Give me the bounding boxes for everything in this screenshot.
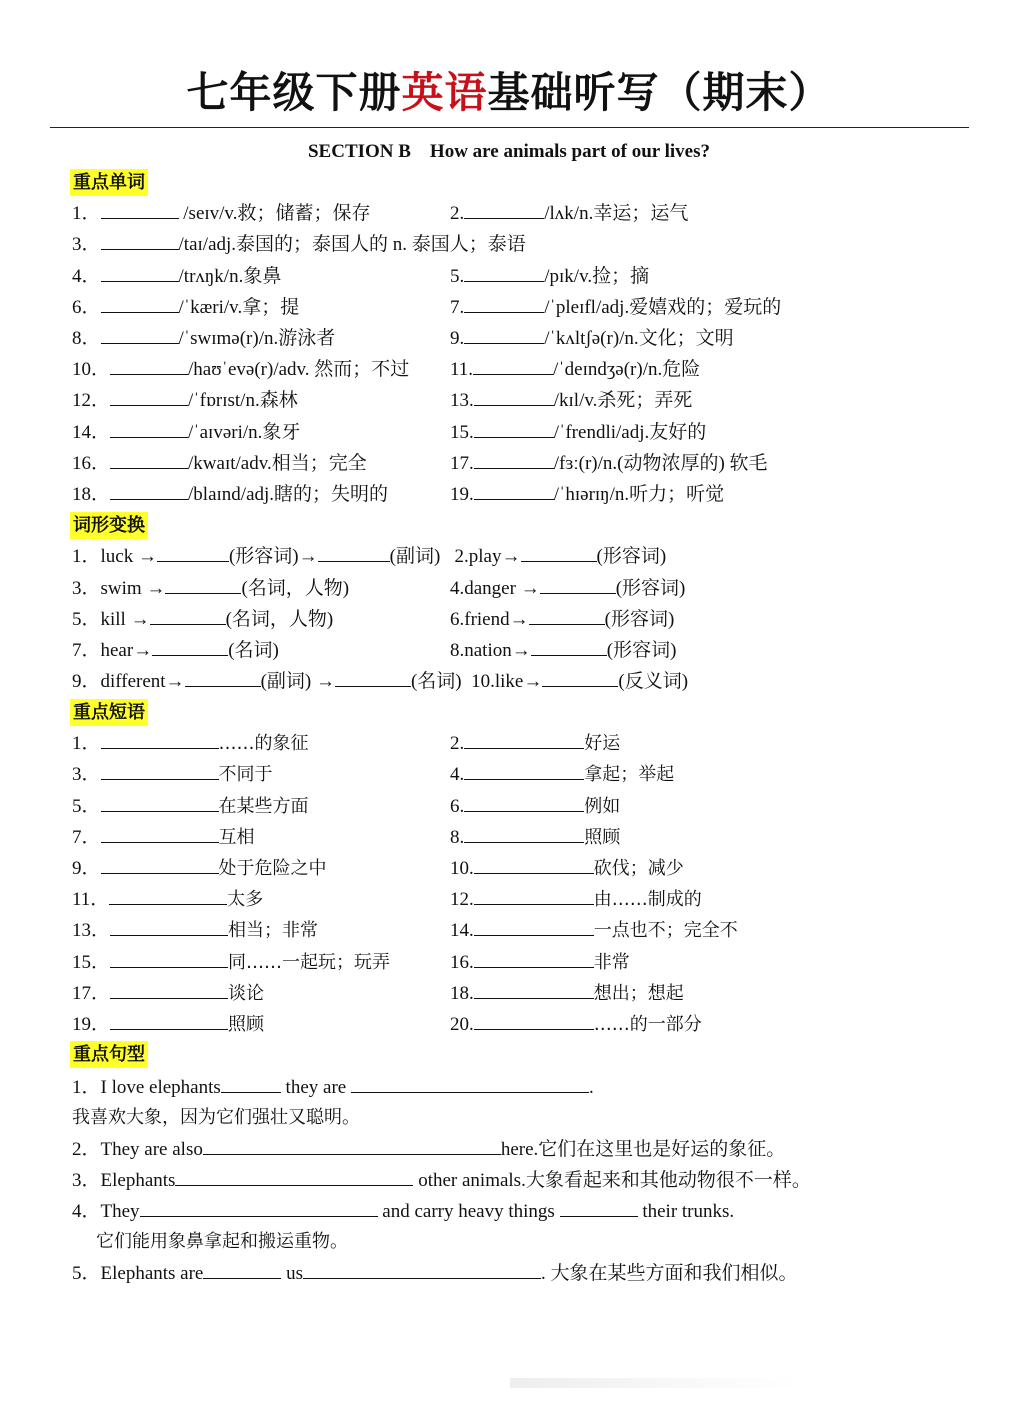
blank[interactable]	[110, 386, 188, 406]
vocab-item: 11. /ˈdeɪndʒə(r)/n.危险	[450, 355, 700, 383]
vocab-item: 1． /seɪv/v.救；储蓄；保存	[72, 199, 370, 227]
vocab-item: 19. /ˈhɪərɪŋ/n.听力；听觉	[450, 480, 724, 508]
section-subtitle: SECTION B How are animals part of our lives?	[307, 141, 710, 162]
blank[interactable]	[531, 636, 607, 656]
phrase-item: 3． 不同于	[72, 760, 273, 788]
vocab-heading: 重点单词	[70, 169, 148, 196]
blank[interactable]	[318, 542, 390, 562]
phrase-item: 4. 拿起；举起	[450, 760, 674, 788]
blank[interactable]	[110, 948, 228, 968]
blank[interactable]	[560, 1197, 638, 1217]
vocab-item: 8． /ˈswɪmə(r)/n.游泳者	[72, 324, 335, 352]
vocab-item: 6． /ˈkæri/v.拿；提	[72, 293, 299, 321]
vocab-item: 13. /kɪl/v.杀死；弄死	[450, 386, 692, 414]
blank[interactable]	[473, 355, 553, 375]
phrase-item: 12. 由……制成的	[450, 885, 702, 913]
blank[interactable]	[464, 729, 584, 749]
phrases-heading: 重点短语	[70, 699, 148, 726]
blank[interactable]	[351, 1073, 589, 1093]
blank[interactable]	[474, 885, 594, 905]
blank[interactable]	[101, 199, 179, 219]
blank[interactable]	[157, 542, 229, 562]
sentence-translation: 我喜欢大象，因为它们强壮又聪明。	[72, 1107, 360, 1128]
phrase-item: 17． 谈论	[72, 979, 264, 1007]
vocab-item: 7. /ˈpleɪfl/adj.爱嬉戏的；爱玩的	[450, 293, 781, 321]
blank[interactable]	[110, 1010, 228, 1030]
blank[interactable]	[303, 1259, 541, 1279]
wordform-item: 8.nation→ (形容词)	[450, 636, 676, 664]
blank[interactable]	[474, 386, 554, 406]
blank[interactable]	[140, 1197, 378, 1217]
vocab-item: 4． /trʌŋk/n.象鼻	[72, 262, 281, 290]
vocab-item: 15. /ˈfrendli/adj.友好的	[450, 418, 706, 446]
phrase-item: 8. 照顾	[450, 823, 620, 851]
blank[interactable]	[474, 1010, 594, 1030]
blank[interactable]	[540, 574, 616, 594]
blank[interactable]	[464, 760, 584, 780]
blank[interactable]	[185, 667, 261, 687]
blank[interactable]	[101, 230, 179, 250]
vocab-item: 2. /lʌk/n.幸运；运气	[450, 199, 688, 227]
blank[interactable]	[101, 729, 219, 749]
faded-footer-mark	[510, 1378, 800, 1388]
vocab-item: 17. /fɜː(r)/n.(动物浓厚的) 软毛	[450, 449, 768, 477]
blank[interactable]	[474, 418, 554, 438]
wordform-item: 1．luck → (形容词)→ (副词) 2.play→ (形容词)	[72, 542, 666, 570]
page-title: 七年级下册英语基础听写（期末）	[186, 68, 832, 117]
blank[interactable]	[474, 948, 594, 968]
sentence-item: 1．I love elephants they are .	[72, 1073, 594, 1101]
blank[interactable]	[110, 418, 188, 438]
phrase-item: 19． 照顾	[72, 1010, 264, 1038]
vocab-item: 5. /pɪk/v.捡；摘	[450, 262, 649, 290]
phrase-item: 10. 砍伐；减少	[450, 854, 684, 882]
blank[interactable]	[109, 885, 227, 905]
blank[interactable]	[110, 449, 188, 469]
phrase-item: 13． 相当；非常	[72, 916, 318, 944]
blank[interactable]	[203, 1135, 501, 1155]
sentence-translation: 它们能用象鼻拿起和搬运重物。	[96, 1231, 348, 1252]
sentences-heading: 重点句型	[70, 1041, 148, 1068]
wordform-item: 3．swim → (名词，人物)	[72, 574, 349, 602]
wordform-item: 5．kill → (名词，人物)	[72, 605, 333, 633]
blank[interactable]	[101, 324, 179, 344]
blank[interactable]	[464, 324, 544, 344]
phrase-item: 18. 想出；想起	[450, 979, 684, 1007]
blank[interactable]	[464, 262, 544, 282]
phrase-item: 1． ……的象征	[72, 729, 309, 757]
blank[interactable]	[101, 293, 179, 313]
blank[interactable]	[464, 792, 584, 812]
blank[interactable]	[474, 979, 594, 999]
blank[interactable]	[529, 605, 605, 625]
sentence-item: 3．Elephants other animals.大象看起来和其他动物很不一样。	[72, 1166, 811, 1194]
blank[interactable]	[175, 1166, 413, 1186]
blank[interactable]	[464, 823, 584, 843]
blank[interactable]	[221, 1073, 281, 1093]
vocab-item: 14． /ˈaɪvəri/n.象牙	[72, 418, 300, 446]
blank[interactable]	[474, 449, 554, 469]
blank[interactable]	[101, 760, 219, 780]
wordform-item: 4.danger → (形容词)	[450, 574, 685, 602]
phrase-item: 16. 非常	[450, 948, 630, 976]
blank[interactable]	[464, 199, 544, 219]
blank[interactable]	[110, 916, 228, 936]
phrase-item: 15． 同……一起玩；玩弄	[72, 948, 390, 976]
phrase-item: 2. 好运	[450, 729, 620, 757]
sentence-item: 5．Elephants are us . 大象在某些方面和我们相似。	[72, 1259, 798, 1287]
blank[interactable]	[464, 293, 544, 313]
blank[interactable]	[474, 480, 554, 500]
blank[interactable]	[521, 542, 597, 562]
vocab-item: 18． /blaɪnd/adj.瞎的；失明的	[72, 480, 388, 508]
phrase-item: 6. 例如	[450, 792, 620, 820]
vocab-item: 10． /haʊˈevə(r)/adv. 然而；不过	[72, 355, 409, 383]
blank[interactable]	[101, 262, 179, 282]
phrase-item: 14. 一点也不；完全不	[450, 916, 738, 944]
wordform-item: 9．different→ (副词) → (名词) 10.like→ (反义词)	[72, 667, 688, 695]
phrase-item: 7． 互相	[72, 823, 255, 851]
blank[interactable]	[542, 667, 618, 687]
blank[interactable]	[110, 979, 228, 999]
phrase-item: 11． 太多	[72, 885, 263, 913]
sentence-item: 4．They and carry heavy things their trunks.	[72, 1197, 734, 1225]
blank[interactable]	[101, 792, 219, 812]
blank[interactable]	[165, 574, 241, 594]
wordform-heading: 词形变换	[70, 512, 148, 539]
vocab-item: 3． /taɪ/adj.泰国的；泰国人的 n. 泰国人；泰语	[72, 230, 526, 258]
phrase-item: 5． 在某些方面	[72, 792, 309, 820]
phrase-item: 9． 处于危险之中	[72, 854, 327, 882]
vocab-item: 16． /kwaɪt/adv.相当；完全	[72, 449, 367, 477]
blank[interactable]	[474, 854, 594, 874]
blank[interactable]	[203, 1259, 281, 1279]
sentence-item: 2．They are also here.它们在这里也是好运的象征。	[72, 1135, 785, 1163]
vocab-item: 9. /ˈkʌltʃə(r)/n.文化；文明	[450, 324, 734, 352]
wordform-item: 6.friend→ (形容词)	[450, 605, 674, 633]
blank[interactable]	[474, 916, 594, 936]
blank[interactable]	[101, 854, 219, 874]
phrase-item: 20. ……的一部分	[450, 1010, 702, 1038]
vocab-item: 12． /ˈfɒrɪst/n.森林	[72, 386, 298, 414]
blank[interactable]	[152, 636, 228, 656]
blank[interactable]	[335, 667, 411, 687]
blank[interactable]	[110, 355, 188, 375]
wordform-item: 7．hear→ (名词)	[72, 636, 279, 664]
blank[interactable]	[150, 605, 226, 625]
title-divider	[50, 127, 969, 128]
blank[interactable]	[101, 823, 219, 843]
blank[interactable]	[110, 480, 188, 500]
